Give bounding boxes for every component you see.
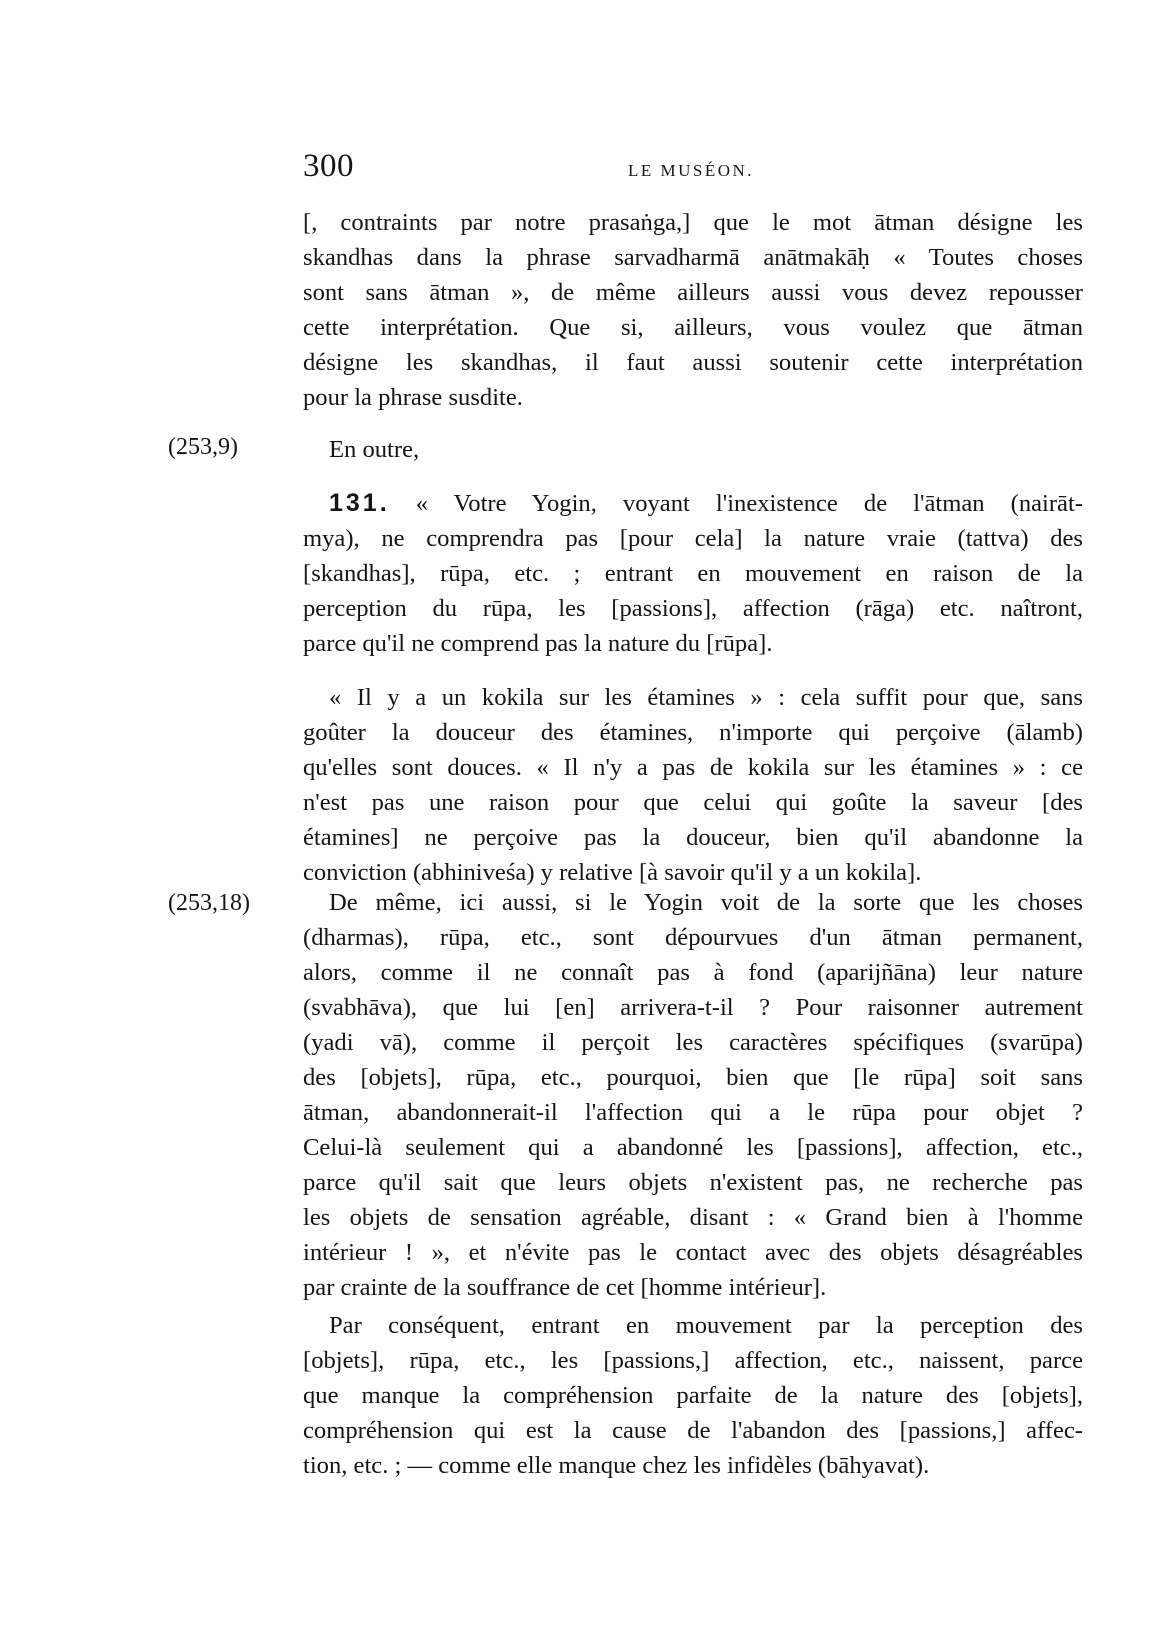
text-line: De même, ici aussi, si le Yogin voit de la sorte que les choses: [329, 889, 1083, 916]
text-line: mya), ne comprendra pas [pour cela] la nature vraie (tattva) des: [303, 525, 1083, 552]
text-line: des [objets], rūpa, etc., pourquoi, bien que [le rūpa] soit sans: [303, 1064, 1083, 1091]
verse-131: [303, 486, 1083, 661]
page-number: 300: [303, 148, 354, 184]
text-line: les objets de sensation agréable, disant : « Grand bien à l'homme: [303, 1204, 1083, 1231]
text-line: [skandhas], rūpa, etc. ; entrant en mouvement en raison de la: [303, 560, 1083, 587]
paragraph-2: [303, 680, 1083, 890]
text-line: cette interprétation. Que si, ailleurs, vous voulez que ātman: [303, 314, 1083, 341]
text-line: compréhension qui est la cause de l'abandon des [passions,] affec-: [303, 1417, 1083, 1444]
text-line: Par conséquent, entrant en mouvement par la perception des: [329, 1312, 1083, 1339]
paragraph-3: [303, 885, 1083, 1305]
text-line: [303, 486, 1083, 521]
page-header: [303, 148, 1083, 188]
text-line: (yadi vā), comme il perçoit les caractères spécifiques (svarūpa): [303, 1029, 1083, 1056]
text-line: par crainte de la souffrance de cet [homme intérieur].: [303, 1274, 827, 1301]
text-line: parce qu'il ne comprend pas la nature du [rūpa].: [303, 630, 773, 657]
margin-reference: (253,18): [168, 890, 250, 916]
text-line: skandhas dans la phrase sarvadharmā anātmakāḥ « Toutes choses: [303, 244, 1083, 271]
text-line: alors, comme il ne connaît pas à fond (aparijñāna) leur nature: [303, 959, 1083, 986]
text-line: ātman, abandonnerait-il l'affection qui a le rūpa pour objet ?: [303, 1099, 1083, 1126]
text-line: qu'elles sont douces. « Il n'y a pas de kokila sur les étamines » : ce: [303, 754, 1083, 781]
text-line: que manque la compréhension parfaite de la nature des [objets],: [303, 1382, 1083, 1409]
text-line: intérieur ! », et n'évite pas le contact avec des objets désagréables: [303, 1239, 1083, 1266]
text-line: (svabhāva), que lui [en] arrivera-t-il ? Pour raisonner autrement: [303, 994, 1083, 1021]
text-line: n'est pas une raison pour que celui qui goûte la saveur [des: [303, 789, 1083, 816]
text-line: conviction (abhiniveśa) y relative [à savoir qu'il y a un kokila].: [303, 859, 922, 886]
margin-reference: (253,9): [168, 434, 238, 460]
text-line: étamines] ne perçoive pas la douceur, bien qu'il abandonne la: [303, 824, 1083, 851]
verse-first-line: « Votre Yogin, voyant l'inexistence de l'ātman (nairāt-: [415, 490, 1083, 517]
text-line: parce qu'il sait que leurs objets n'existent pas, ne recherche pas: [303, 1169, 1083, 1196]
text-line: sont sans ātman », de même ailleurs aussi vous devez repousser: [303, 279, 1083, 306]
text-line: perception du rūpa, les [passions], affection (rāga) etc. naîtront,: [303, 595, 1083, 622]
paragraph-1: [303, 205, 1083, 415]
text-line: [, contraints par notre prasaṅga,] que le mot ātman désigne les: [303, 209, 1083, 236]
text-line: En outre,: [329, 436, 420, 463]
text-line: Celui-là seulement qui a abandonné les [passions], affection, etc.,: [303, 1134, 1083, 1161]
en-outre: [303, 432, 1083, 467]
text-line: goûter la douceur des étamines, n'importe qui perçoive (ālamb): [303, 719, 1083, 746]
running-head: LE MUSÉON.: [628, 161, 755, 180]
text-line: « Il y a un kokila sur les étamines » : cela suffit pour que, sans: [329, 684, 1083, 711]
text-line: désigne les skandhas, il faut aussi soutenir cette interprétation: [303, 349, 1083, 376]
text-line: pour la phrase susdite.: [303, 384, 523, 411]
paragraph-4: [303, 1308, 1083, 1483]
text-line: tion, etc. ; — comme elle manque chez les infidèles (bāhyavat).: [303, 1452, 930, 1479]
text-line: [objets], rūpa, etc., les [passions,] affection, etc., naissent, parce: [303, 1347, 1083, 1374]
text-line: (dharmas), rūpa, etc., sont dépourvues d'un ātman permanent,: [303, 924, 1083, 951]
verse-number: 131.: [329, 489, 390, 517]
